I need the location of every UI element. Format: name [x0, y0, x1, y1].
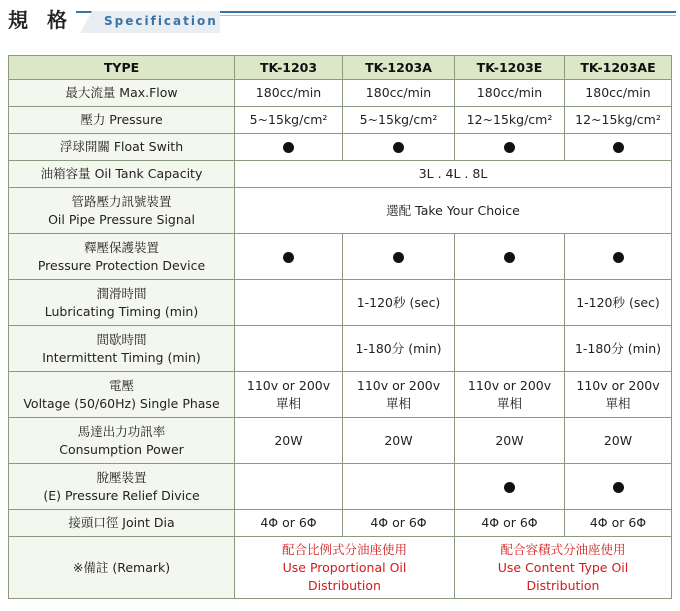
row-label [9, 326, 235, 372]
model-header: TK-1203 [235, 56, 343, 80]
cell-value [235, 326, 343, 372]
row-label-en: Oil Pipe Pressure Signal [48, 211, 195, 227]
cell-mark [455, 234, 565, 280]
bullet-icon [393, 142, 404, 153]
cell-value: 20W [343, 418, 455, 464]
cell-value [343, 372, 455, 418]
phase-line: 單相 [385, 395, 411, 411]
table-row-remark [9, 537, 672, 599]
cell-mark [235, 134, 343, 161]
cell-value: 1-120秒 (sec) [565, 280, 672, 326]
model-header: TK-1203AE [565, 56, 672, 80]
cell-value: 4Φ or 6Φ [235, 510, 343, 537]
section-header [0, 0, 680, 44]
phase-line: 單相 [275, 395, 301, 411]
table-row-consumption [9, 418, 672, 464]
row-label: 接頭口徑 Joint Dia [9, 510, 235, 537]
table-row-lubricating-timing [9, 280, 672, 326]
cell-value: 180cc/min [343, 80, 455, 107]
voltage-line: 110v or 200v [246, 377, 331, 393]
table-row-float-switch [9, 134, 672, 161]
cell-value: 4Φ or 6Φ [565, 510, 672, 537]
cell-value: 1-180分 (min) [343, 326, 455, 372]
table-row-relief [9, 464, 672, 510]
cell-value: 180cc/min [565, 80, 672, 107]
row-label-en: (E) Pressure Relief Divice [43, 487, 200, 503]
bullet-icon [504, 142, 515, 153]
section-title: 規 格 [8, 8, 73, 32]
bullet-icon [613, 142, 624, 153]
row-label [9, 234, 235, 280]
specification-table [8, 55, 672, 599]
remark-line: Distribution [526, 577, 600, 593]
row-label [9, 464, 235, 510]
row-label: 最大流量 Max.Flow [9, 80, 235, 107]
bullet-icon [613, 482, 624, 493]
remark-proportional [235, 537, 455, 599]
type-header: TYPE [9, 56, 235, 80]
cell-value: 180cc/min [235, 80, 343, 107]
table-row-intermittent-timing [9, 326, 672, 372]
cell-value [235, 280, 343, 326]
cell-value [565, 372, 672, 418]
cell-mark [455, 134, 565, 161]
row-label: ※備註 (Remark) [9, 537, 235, 599]
section-subtitle: Specification [104, 14, 218, 28]
model-header: TK-1203A [343, 56, 455, 80]
bullet-icon [283, 142, 294, 153]
row-label-zh: 潤滑時間 [96, 285, 147, 301]
bullet-icon [393, 252, 404, 263]
voltage-line: 110v or 200v [356, 377, 441, 393]
row-label-zh: 管路壓力訊號裝置 [71, 193, 172, 209]
row-label-en: Intermittent Timing (min) [42, 349, 201, 365]
row-label [9, 280, 235, 326]
bullet-icon [283, 252, 294, 263]
remark-line: Use Proportional Oil [282, 559, 407, 575]
cell-value: 5~15kg/cm² [235, 107, 343, 134]
bullet-icon [504, 252, 515, 263]
cell-value: 4Φ or 6Φ [455, 510, 565, 537]
row-label-zh: 電壓 [108, 377, 134, 393]
cell-mark [343, 134, 455, 161]
table-row-pressure [9, 107, 672, 134]
cell-value [455, 326, 565, 372]
cell-empty [235, 464, 343, 510]
cell-value-span: 3L . 4L . 8L [235, 161, 672, 188]
row-label-zh: 間歇時間 [96, 331, 147, 347]
table-row-oil-tank [9, 161, 672, 188]
cell-value: 20W [455, 418, 565, 464]
row-label-en: Voltage (50/60Hz) Single Phase [23, 395, 220, 411]
cell-value: 20W [235, 418, 343, 464]
table-row-pressure-protection [9, 234, 672, 280]
row-label [9, 372, 235, 418]
cell-mark [343, 234, 455, 280]
row-label-zh: 脫壓裝置 [96, 469, 147, 485]
row-label: 壓力 Pressure [9, 107, 235, 134]
row-label-en: Consumption Power [59, 441, 184, 457]
voltage-line: 110v or 200v [467, 377, 552, 393]
remark-line: 配合比例式分油座使用 [281, 541, 407, 557]
cell-value: 12~15kg/cm² [455, 107, 565, 134]
remark-line: Use Content Type Oil [497, 559, 629, 575]
row-label: 油箱容量 Oil Tank Capacity [9, 161, 235, 188]
voltage-line: 110v or 200v [576, 377, 660, 393]
bullet-icon [613, 252, 624, 263]
cell-value: 1-180分 (min) [565, 326, 672, 372]
cell-value: 180cc/min [455, 80, 565, 107]
cell-value: 12~15kg/cm² [565, 107, 672, 134]
row-label-en: Pressure Protection Device [37, 257, 206, 273]
remark-content-type [455, 537, 672, 599]
row-label [9, 418, 235, 464]
remark-line: Distribution [308, 577, 381, 593]
row-label-en: Lubricating Timing (min) [44, 303, 199, 319]
cell-value-span: 選配 Take Your Choice [235, 188, 672, 234]
table-header-row [9, 56, 672, 80]
row-label-zh: 馬達出力功訊率 [77, 423, 166, 439]
model-header: TK-1203E [455, 56, 565, 80]
cell-mark [565, 134, 672, 161]
cell-value: 20W [565, 418, 672, 464]
row-label-zh: 釋壓保護裝置 [83, 239, 159, 255]
cell-mark [565, 464, 672, 510]
remark-line: 配合容積式分油座使用 [500, 541, 626, 557]
cell-value: 1-120秒 (sec) [343, 280, 455, 326]
cell-empty [343, 464, 455, 510]
bullet-icon [504, 482, 515, 493]
row-label: 浮球開關 Float Swith [9, 134, 235, 161]
cell-value [455, 372, 565, 418]
phase-line: 單相 [496, 395, 522, 411]
cell-mark [455, 464, 565, 510]
cell-mark [235, 234, 343, 280]
cell-value: 5~15kg/cm² [343, 107, 455, 134]
row-label [9, 188, 235, 234]
table-row-oil-pipe-signal [9, 188, 672, 234]
table-row-max-flow [9, 80, 672, 107]
table-row-joint [9, 510, 672, 537]
cell-value [455, 280, 565, 326]
phase-line: 單相 [605, 395, 631, 411]
table-row-voltage [9, 372, 672, 418]
cell-mark [565, 234, 672, 280]
cell-value: 4Φ or 6Φ [343, 510, 455, 537]
cell-value [235, 372, 343, 418]
